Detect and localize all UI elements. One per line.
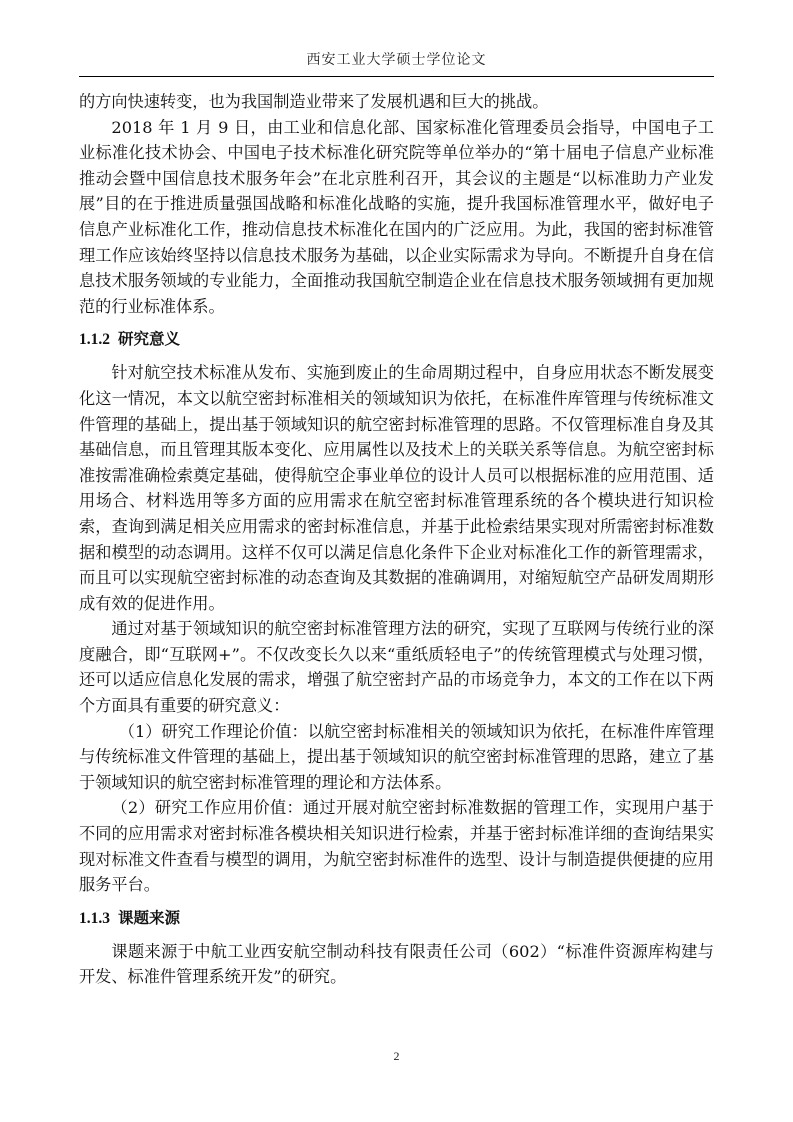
section-title: 课题来源 [118, 908, 181, 927]
section-heading-1-1-2 [79, 325, 714, 354]
section-title: 研究意义 [118, 330, 181, 349]
paragraph: 的方向快速转变，也为我国制造业带来了发展机遇和巨大的挑战。 [79, 92, 549, 111]
body-text [79, 89, 714, 990]
paragraph: 针对航空技术标准从发布、实施到废止的生命周期过程中，自身应用状态不断发展变化这一情况，本文以航空密封标准相关的领域知识为依托，在标准件库管理与传统标准文件管理的基础上，提出基于领域知识的航空密封标准管理的思路。不仅管理标准自身及其基础信息，而且管理其版本变化、应用属性以及技术上的关联关系等信息。为航空密封标准按需准确检索奠定基础，使得航空企事业单位的设计人员可以根据标准的应用范围、适用场合、材料选用等多方面的应用需求在航空密封标准管理系统的各个模块进行知识检索，查询到满足相关应用需求的密封标准信息，并基于此检索结果实现对所需密封标准数据和模型的动态调用。这样不仅可以满足信息化条件下企业对标准化工作的新管理需求，而且可以实现航空密封标准的动态查询及其数据的准确调用，对缩短航空产品研发周期形成有效的促进作用。 [79, 363, 714, 613]
paragraph: 课题来源于中航工业西安航空制动科技有限责任公司（602）“标准件资源库构建与开发、标准件管理系统开发”的研究。 [79, 941, 714, 987]
list-item-paragraph: （2）研究工作应用价值：通过开展对航空密封标准数据的管理工作，实现用户基于不同的应用需求对密封标准各模块相关知识进行检索，并基于密封标准详细的查询结果实现对标准文件查看与模型的调用，为航空密封标准件的选型、设计与制造提供便捷的应用服务平台。 [79, 798, 714, 895]
section-number: 1.1.2 [79, 331, 110, 349]
running-header: 西安工业大学硕士学位论文 [306, 52, 487, 68]
paragraph: 2018 年 1 月 9 日，由工业和信息化部、国家标准化管理委员会指导，中国电子工业标准化技术协会、中国电子技术标准化研究院等单位举办的“第十届电子信息产业标准推动会暨中国信息技术服务年会”在北京胜利召开，其会议的主题是“以标准助力产业发展”目的在于推进质量强国战略和标准化战略的实施，提升我国标准管理水平，做好电子信息产业标准化工作，推动信息技术标准化在国内的广泛应用。为此，我国的密封标准管理工作应该始终坚持以信息技术服务为基础，以企业实际需求为导向。不断提升自身在信息技术服务领域的专业能力，全面推动我国航空制造企业在信息技术服务领域拥有更加规范的行业标准体系。 [79, 117, 714, 316]
header-rule [79, 76, 714, 77]
paragraph: 通过对基于领域知识的航空密封标准管理方法的研究，实现了互联网与传统行业的深度融合，即“互联网+”。不仅改变长久以来“重纸质轻电子”的传统管理模式与处理习惯，还可以适应信息化发展的需求，增强了航空密封产品的市场竞争力，本文的工作在以下两个方面具有重要的研究意义： [79, 619, 714, 716]
list-item-paragraph: （1）研究工作理论价值：以航空密封标准相关的领域知识为依托，在标准件库管理与传统标准文件管理的基础上，提出基于领域知识的航空密封标准管理的思路，建立了基于领域知识的航空密封标准管理的理论和方法体系。 [79, 721, 714, 792]
section-heading-1-1-3 [79, 904, 714, 933]
section-number: 1.1.3 [79, 909, 110, 927]
page-number: 2 [393, 1049, 400, 1063]
